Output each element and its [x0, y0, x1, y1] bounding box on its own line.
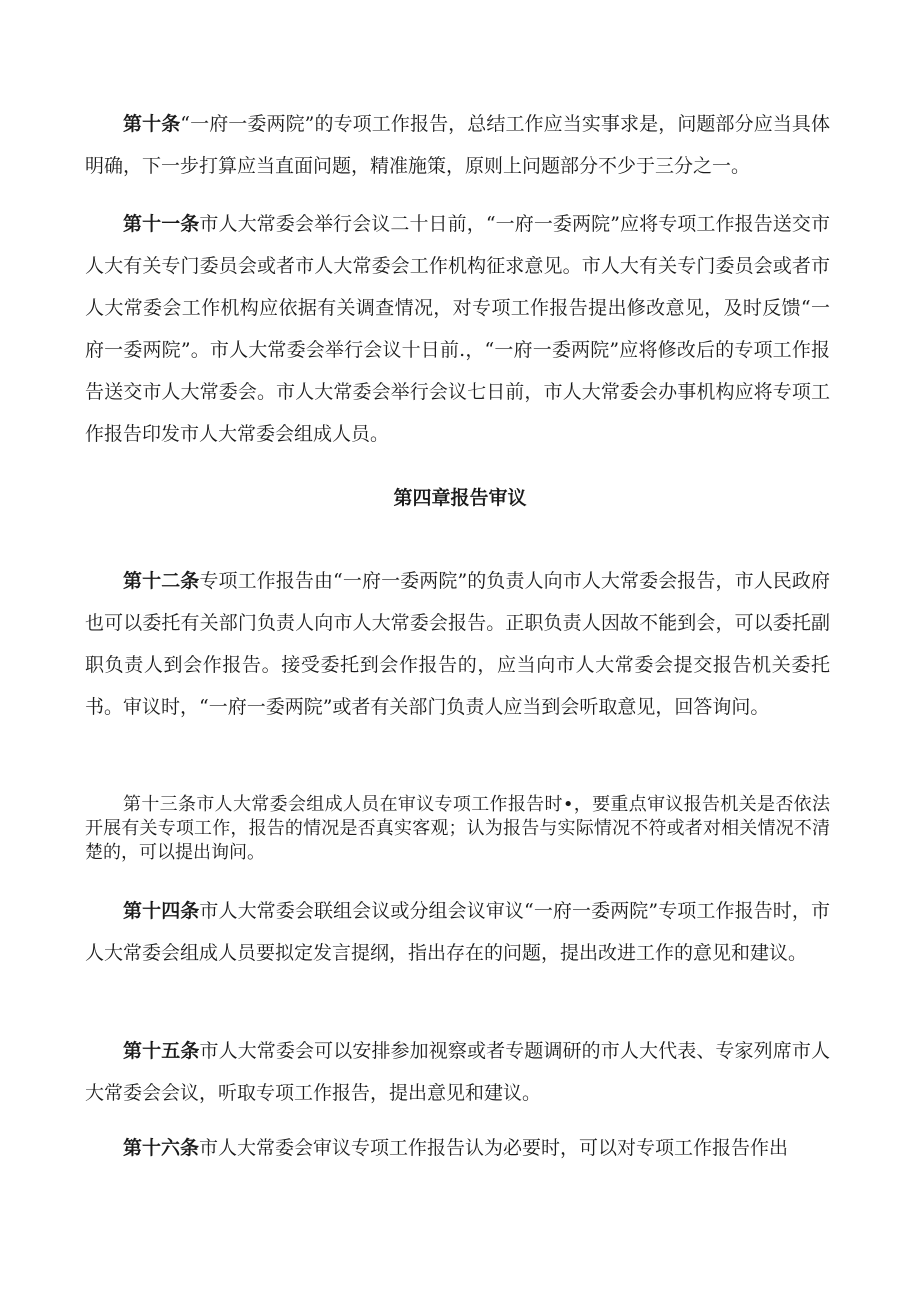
article-14-label: 第十四条 — [123, 900, 200, 922]
article-13-text: 市人大常委会组成人员在审议专项工作报告时•，要重点审议报告机关是否依法开展有关专项工作，报告的情况是否真实客观；认为报告与实际情况不符或者对相关情况不清楚的，可以提出询问。 — [85, 794, 830, 863]
article-12-text: 专项工作报告由“一府一委两院”的负责人向市人大常委会报告，市人民政府也可以委托有关部门负责人向市人大常委会报告。正职负责人因故不能到会，可以委托副职负责人到会作报告。接受委托到会作报告的，应当向市人大常委会提交报告机关委托书。审议时，“一府一委两院”或者有关部门负责人应当到会听取意见，回答询问。 — [85, 570, 830, 718]
article-12 — [85, 560, 830, 728]
article-15-label: 第十五条 — [123, 1040, 200, 1062]
article-16-text: 市人大常委会审议专项工作报告认为必要时，可以对专项工作报告作出 — [199, 1137, 789, 1159]
article-10 — [85, 103, 830, 187]
article-15 — [85, 1030, 830, 1114]
article-14-text: 市人大常委会联组会议或分组会议审议“一府一委两院”专项工作报告时，市人大常委会组成人员要拟定发言提纲，指出存在的问题，提出改进工作的意见和建议。 — [85, 900, 830, 964]
article-11 — [85, 203, 830, 455]
chapter-heading: 第四章报告审议 — [393, 487, 527, 509]
article-11-text: 市人大常委会举行会议二十日前，“一府一委两院”应将专项工作报告送交市人大有关专门委员会或者市人大常委会工作机构征求意见。市人大有关专门委员会或者市人大常委会工作机构应依据有关调查情况，对专项工作报告提出修改意见，及时反馈“一府一委两院”。市人大常委会举行会议十日前.，“一府一委两院”应将修改后的专项工作报告送交市人大常委会。市人大常委会举行会议七日前，市人大常委会办事机构应将专项工作报告印发市人大常委会组成人员。 — [85, 213, 830, 445]
article-15-text: 市人大常委会可以安排参加视察或者专题调研的市人大代表、专家列席市人大常委会会议，听取专项工作报告，提出意见和建议。 — [85, 1040, 830, 1104]
article-10-text: “一府一委两院”的专项工作报告，总结工作应当实事求是，问题部分应当具体明确，下一步打算应当直面问题，精准施策，原则上问题部分不少于三分之一。 — [85, 113, 830, 177]
article-14 — [85, 890, 830, 974]
article-12-label: 第十二条 — [123, 570, 200, 592]
article-10-label: 第十条 — [123, 113, 181, 135]
article-16 — [85, 1127, 830, 1169]
article-11-label: 第十一条 — [123, 213, 200, 235]
article-13 — [85, 793, 830, 865]
article-13-label: 第十三条 — [123, 794, 197, 815]
article-16-label: 第十六条 — [123, 1137, 200, 1159]
